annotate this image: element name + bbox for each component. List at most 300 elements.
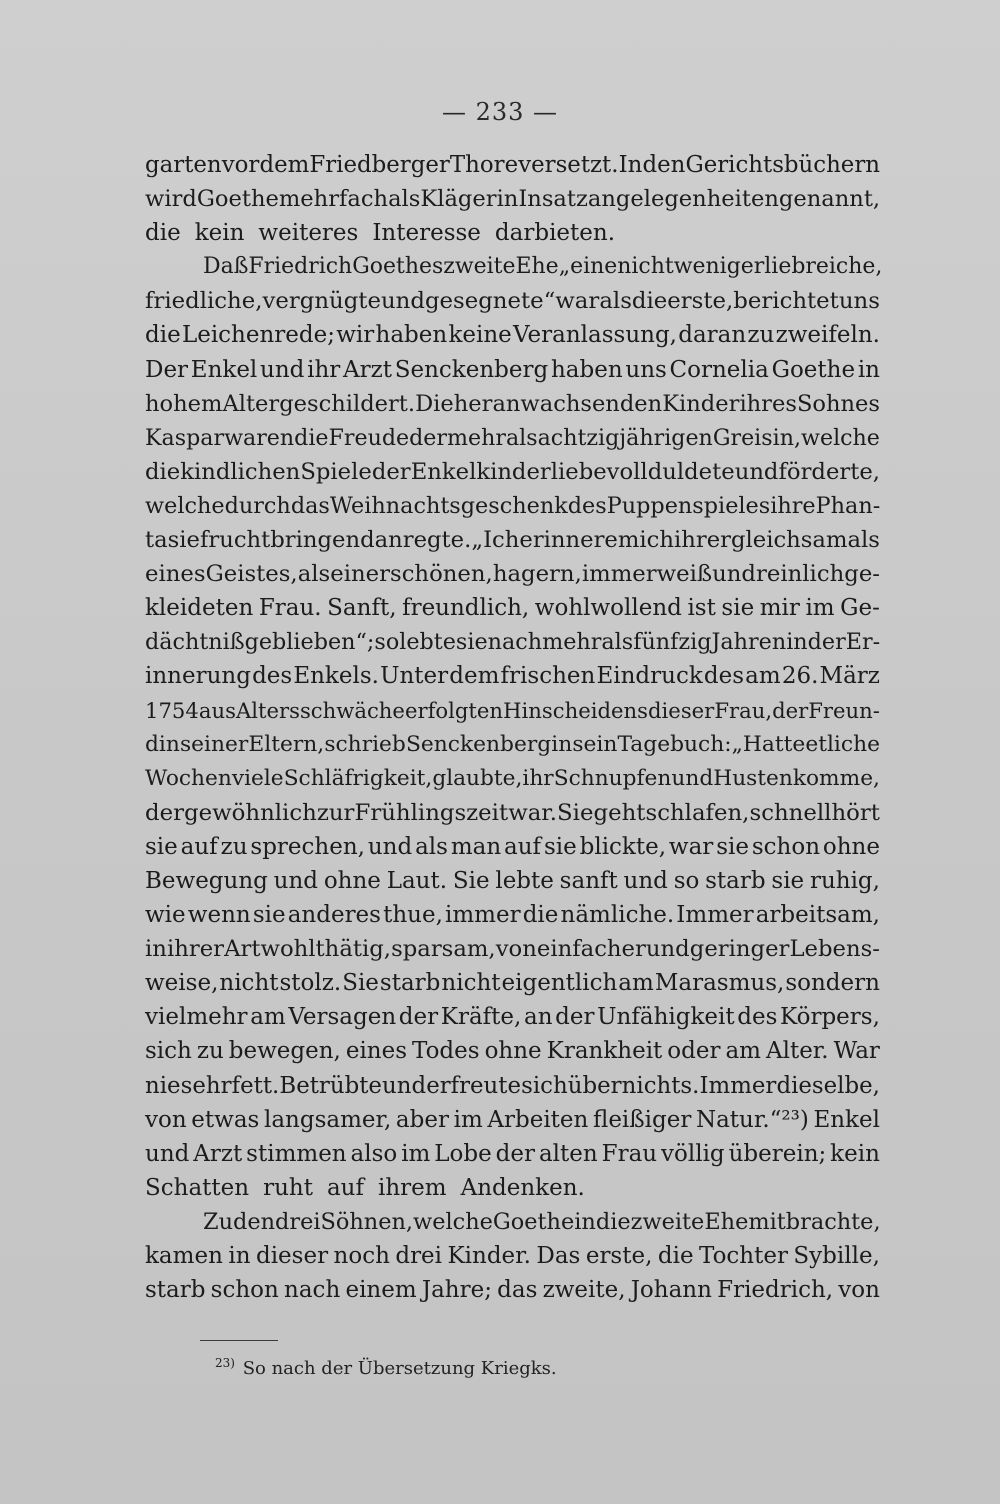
text-line [145, 527, 880, 561]
word: Enkel [190, 356, 258, 383]
word: genannt, [778, 186, 881, 213]
word: Ehe [704, 1208, 749, 1235]
word: duldete [647, 458, 735, 485]
word: Hinscheidens [503, 697, 648, 723]
word: nach [487, 629, 543, 656]
word: fünfzig [633, 629, 712, 656]
word: und [260, 356, 305, 383]
word: von [838, 1277, 880, 1304]
text-line [145, 834, 880, 868]
word: Söhnen, [320, 1208, 414, 1235]
word: immer [581, 561, 657, 588]
word: eigentlich [501, 970, 618, 997]
word: nicht [617, 254, 674, 280]
word: din [145, 731, 180, 757]
word: Frühlingszeit [354, 799, 509, 826]
word: hört [831, 799, 880, 826]
word: Enkel [813, 1106, 880, 1133]
word: so [374, 629, 400, 656]
text-line [145, 868, 880, 902]
word: berichtet [733, 288, 839, 315]
word: geringer [689, 936, 790, 963]
word: weniger [673, 254, 765, 280]
word: Der [145, 356, 189, 383]
word: sparsam, [391, 936, 496, 963]
word: in [857, 356, 880, 383]
word: Phan- [815, 492, 881, 519]
word: Laut. [386, 867, 448, 894]
word: als [601, 629, 634, 656]
word: ihre [770, 492, 816, 519]
word: erste, [585, 1243, 653, 1269]
word: Körpers, [780, 1004, 880, 1031]
word: viele [231, 765, 284, 791]
text-line [145, 1107, 880, 1141]
word: sie [252, 902, 286, 929]
word: Tochter [699, 1243, 788, 1269]
word: Goethe [196, 186, 279, 213]
word: wohlthätig, [260, 936, 392, 963]
word: Frau [601, 1140, 658, 1167]
word: Versagen [288, 1004, 397, 1031]
word: 1754 [145, 697, 199, 723]
word: Sybille, [793, 1243, 880, 1269]
word: Wochen [145, 765, 232, 791]
word: ohne [484, 1038, 542, 1065]
word: Art [224, 936, 261, 963]
word: Enkels. [293, 663, 379, 690]
word: Goethe [492, 1208, 575, 1235]
word: 26. [781, 663, 819, 690]
text-line [145, 1141, 880, 1175]
word: schon [210, 1277, 279, 1304]
word: Alter. [765, 1038, 829, 1065]
word: bewegen, [228, 1038, 341, 1065]
word: Natur.“²³) [695, 1106, 809, 1133]
word: Puppenspieles [606, 492, 771, 519]
word: Immer [699, 1072, 777, 1099]
word: seiner [180, 731, 249, 757]
word: ist [687, 595, 716, 622]
word: „Hatte [731, 731, 806, 757]
word: über [567, 1072, 622, 1099]
word: Sie [452, 867, 490, 894]
word: des [737, 1004, 778, 1031]
text-line [145, 732, 880, 766]
word: sie [716, 833, 749, 860]
word: Eltern, [248, 731, 325, 757]
word: war [555, 288, 600, 315]
word: Frau. [258, 595, 322, 622]
word: sprechen, [250, 833, 365, 860]
word: Kinder [662, 390, 740, 417]
word: dem [259, 152, 310, 178]
word: nach [284, 1277, 341, 1304]
word: gewöhnlich [184, 799, 317, 826]
word: zweifeln. [775, 322, 880, 349]
word: etwas [191, 1106, 260, 1133]
word: Kinder. [447, 1243, 531, 1269]
text-line [145, 1209, 880, 1243]
word: Das [536, 1243, 581, 1269]
word: kamen [145, 1243, 223, 1269]
text-line [145, 1277, 880, 1311]
word: kein [830, 1140, 880, 1167]
word: weiteres [258, 220, 359, 247]
word: welche [145, 492, 225, 519]
word: dieselbe, [776, 1072, 880, 1099]
word: der [398, 1004, 439, 1031]
word: erfolgten [404, 697, 504, 723]
word: Er- [845, 629, 881, 656]
word: Immer [676, 902, 754, 929]
word: Unfähigkeit [597, 1004, 735, 1031]
word: Greisin, [712, 424, 802, 451]
word: der [371, 458, 411, 485]
word: mitbrachte, [748, 1208, 881, 1235]
word: sich [145, 1038, 192, 1065]
word: ihrem [378, 1174, 447, 1201]
text-line [145, 322, 880, 356]
word: der [555, 1004, 595, 1031]
word: sie [721, 595, 755, 622]
body-text [145, 152, 883, 1311]
word: sondern [785, 970, 880, 997]
word: Spiele [300, 458, 372, 485]
word: ge- [844, 561, 880, 588]
word: drei [395, 1243, 443, 1269]
word: vergnügte [262, 288, 381, 315]
word: durch [224, 492, 291, 519]
text-line [145, 459, 880, 493]
word: welche [801, 424, 880, 451]
word: Weihnachtsgeschenk [329, 492, 568, 519]
word: ihrer [673, 527, 731, 554]
word: zweite, [542, 1277, 626, 1304]
word: und [380, 288, 425, 315]
word: Altersschwäche [235, 697, 405, 723]
footnote-mark: 23) [215, 1356, 235, 1370]
word: von [145, 1106, 187, 1133]
word: die [522, 902, 559, 929]
text-line [145, 391, 880, 425]
word: Sohnes [796, 390, 880, 417]
word: Kräfte, [440, 1004, 522, 1031]
text-line [145, 288, 880, 322]
word: und [382, 1072, 427, 1099]
word: als [599, 288, 632, 315]
text-line [145, 1004, 880, 1038]
word: aber [395, 1106, 449, 1133]
word: liebreiche, [764, 254, 883, 280]
word: sie [771, 867, 805, 894]
word: uns [625, 356, 667, 383]
word: Enkelkinder [410, 458, 551, 485]
word: Senckenberg [405, 731, 552, 757]
word: anderes [287, 902, 381, 929]
word: einfacher [536, 936, 646, 963]
word: in [228, 1243, 251, 1269]
word: weiß [656, 561, 713, 588]
text-line [145, 766, 880, 800]
word: erfreute [426, 1072, 521, 1099]
word: auf [326, 1174, 364, 1201]
word: der [772, 697, 809, 723]
text-line [145, 561, 880, 595]
word: stolz. [279, 970, 342, 997]
word: ruht [263, 1174, 313, 1201]
word: Senckenberg [394, 356, 549, 383]
word: geschildert. [279, 390, 416, 417]
word: Jahren [711, 629, 787, 656]
word: so [673, 867, 700, 894]
word: wenn [187, 902, 251, 929]
footnote-divider [200, 1340, 278, 1341]
word: sanft [559, 867, 618, 894]
word: wir [336, 322, 375, 349]
word: März [819, 663, 880, 690]
word: sich [521, 1072, 568, 1099]
word: Arbeiten [487, 1106, 589, 1133]
word: mir [759, 595, 800, 622]
word: Krankheit [546, 1038, 663, 1065]
word: ruhig, [809, 867, 880, 894]
word: Insatzangelegenheiten [518, 186, 779, 213]
word: Freude [328, 424, 410, 451]
word: die [145, 220, 181, 247]
word: innerung [145, 663, 251, 690]
text-line [145, 1175, 880, 1209]
text-line [145, 936, 880, 970]
word: keine [448, 322, 512, 349]
word: War [833, 1038, 880, 1065]
word: Kaspar [145, 424, 225, 451]
word: Sie [557, 799, 594, 826]
word: von [495, 936, 537, 963]
word: Zu [203, 1208, 233, 1235]
word: und [712, 561, 756, 588]
word: einer [330, 561, 390, 588]
word: Veranlassung, [513, 322, 677, 349]
word: Goethe [771, 356, 856, 383]
word: hagern, [492, 561, 582, 588]
word: kleideten [145, 595, 254, 622]
word: also [350, 1140, 398, 1167]
word: in [551, 731, 573, 757]
word: Kläger [420, 186, 497, 213]
word: als [415, 833, 448, 860]
word: Betrübte [279, 1072, 382, 1099]
word: Arzt [343, 356, 392, 383]
word: die [657, 1243, 694, 1269]
text-line [145, 970, 880, 1004]
word: Ehe [515, 254, 559, 280]
word: der [495, 1140, 536, 1167]
word: Schnupfen [553, 765, 672, 791]
word: gesegnete“ [424, 288, 556, 315]
word: ohne [323, 867, 381, 894]
word: haben [550, 356, 623, 383]
word: noch [333, 1243, 390, 1269]
word: Friedrich, [717, 1277, 834, 1304]
word: in [786, 629, 808, 656]
word: fett. [231, 1072, 280, 1099]
word: arbeitsam, [755, 902, 880, 929]
word: Thore [449, 152, 519, 178]
text-line [145, 493, 880, 527]
word: mehr [447, 424, 506, 451]
text-line [145, 220, 880, 254]
word: Goethes [352, 254, 444, 280]
word: alten [538, 1140, 598, 1167]
word: des [567, 492, 607, 519]
word: dieser [648, 697, 715, 723]
word: schon [751, 833, 821, 860]
word: die [294, 424, 329, 451]
word: an [523, 1004, 553, 1031]
word: sie [145, 833, 178, 860]
word: erinnere [519, 527, 618, 554]
word: oder [667, 1038, 721, 1065]
word: das [497, 1277, 538, 1304]
word: war. [508, 799, 557, 826]
word: nicht [219, 970, 279, 997]
text-line [145, 595, 880, 629]
word: blickte, [579, 833, 667, 860]
word: völlig [661, 1140, 725, 1167]
word: starb [145, 1277, 206, 1304]
word: eines [345, 1038, 408, 1065]
word: darbieten. [494, 220, 616, 247]
word: und [145, 1140, 190, 1167]
word: schnell [749, 799, 832, 826]
word: Interesse [372, 220, 481, 247]
word: vor [221, 152, 260, 178]
word: kindlichen [180, 458, 301, 485]
word: geblieben“; [244, 629, 375, 656]
word: und [734, 458, 779, 485]
word: vielmehr [145, 1004, 248, 1031]
word: mich [617, 527, 674, 554]
word: Schläfrigkeit, [283, 765, 433, 791]
word: auf [180, 833, 218, 860]
word: frischen [500, 663, 596, 690]
word: daran [678, 322, 747, 349]
word: Eindruck [596, 663, 703, 690]
word: „eine [558, 254, 618, 280]
word: und [671, 765, 714, 791]
text-line [145, 254, 883, 288]
word: Husten [713, 765, 793, 791]
word: lebte [399, 629, 456, 656]
word: die [145, 322, 181, 349]
word: Lebens- [789, 936, 880, 963]
footnote-text: So nach der Übersetzung Kriegks. [242, 1358, 557, 1379]
word: als [847, 527, 880, 554]
word: „Ich [471, 527, 520, 554]
word: und [623, 867, 668, 894]
word: Tagebuch: [617, 731, 732, 757]
word: versetzt. [518, 152, 619, 178]
word: Ge- [840, 595, 880, 622]
text-line [145, 629, 880, 663]
word: förderte, [778, 458, 880, 485]
word: des [252, 663, 293, 690]
word: immer [445, 902, 521, 929]
word: ohne [822, 833, 880, 860]
word: komme, [792, 765, 880, 791]
word: Marasmus, [654, 970, 785, 997]
text-line [145, 425, 880, 459]
word: freundlich, [402, 595, 530, 622]
word: wird [145, 186, 197, 213]
word: Geistes, [205, 561, 298, 588]
word: den [233, 1208, 276, 1235]
word: Sanft, [327, 595, 397, 622]
word: des [703, 663, 745, 690]
word: Arzt [193, 1140, 243, 1167]
word: zur [316, 799, 355, 826]
word: überein; [728, 1140, 827, 1167]
word: stimmen [246, 1140, 347, 1167]
word: sie [543, 833, 577, 860]
word: Sie [342, 970, 379, 997]
word: Die [415, 390, 454, 417]
word: hohem [145, 390, 223, 417]
word: und [367, 833, 413, 860]
word: Alter [222, 390, 280, 417]
word: die [631, 288, 668, 315]
word: kein [194, 220, 245, 247]
word: und [645, 936, 690, 963]
word: Unter [380, 663, 449, 690]
word: liebevoll [550, 458, 648, 485]
word: man [450, 833, 502, 860]
word: haben [375, 322, 448, 349]
word: Frau, [714, 697, 773, 723]
word: wohlwollend [534, 595, 682, 622]
word: zweite [443, 254, 516, 280]
word: im [453, 1106, 483, 1133]
word: am [725, 1038, 761, 1065]
word: wie [145, 902, 186, 929]
word: war [668, 833, 714, 860]
word: zweite [630, 1208, 705, 1235]
page-number: — 233 — [441, 98, 559, 126]
word: zu [747, 322, 775, 349]
word: Bewegung [145, 867, 268, 894]
word: einem [345, 1277, 417, 1304]
word: und [273, 867, 319, 894]
word: nämliche. [560, 902, 675, 929]
word: den [642, 152, 686, 178]
word: gleichsam [731, 527, 848, 554]
text-line [145, 1243, 880, 1277]
word: die [595, 1208, 631, 1235]
word: im [401, 1140, 431, 1167]
word: Daß [203, 254, 249, 280]
word: ihrer [166, 936, 225, 963]
word: ihres [739, 390, 797, 417]
word: sein [572, 731, 618, 757]
word: starb [705, 867, 766, 894]
word: zu [196, 1038, 224, 1065]
word: als [388, 186, 421, 213]
word: nie [145, 1072, 181, 1099]
word: in [496, 186, 519, 213]
word: reinlich [756, 561, 845, 588]
word: als [297, 561, 331, 588]
